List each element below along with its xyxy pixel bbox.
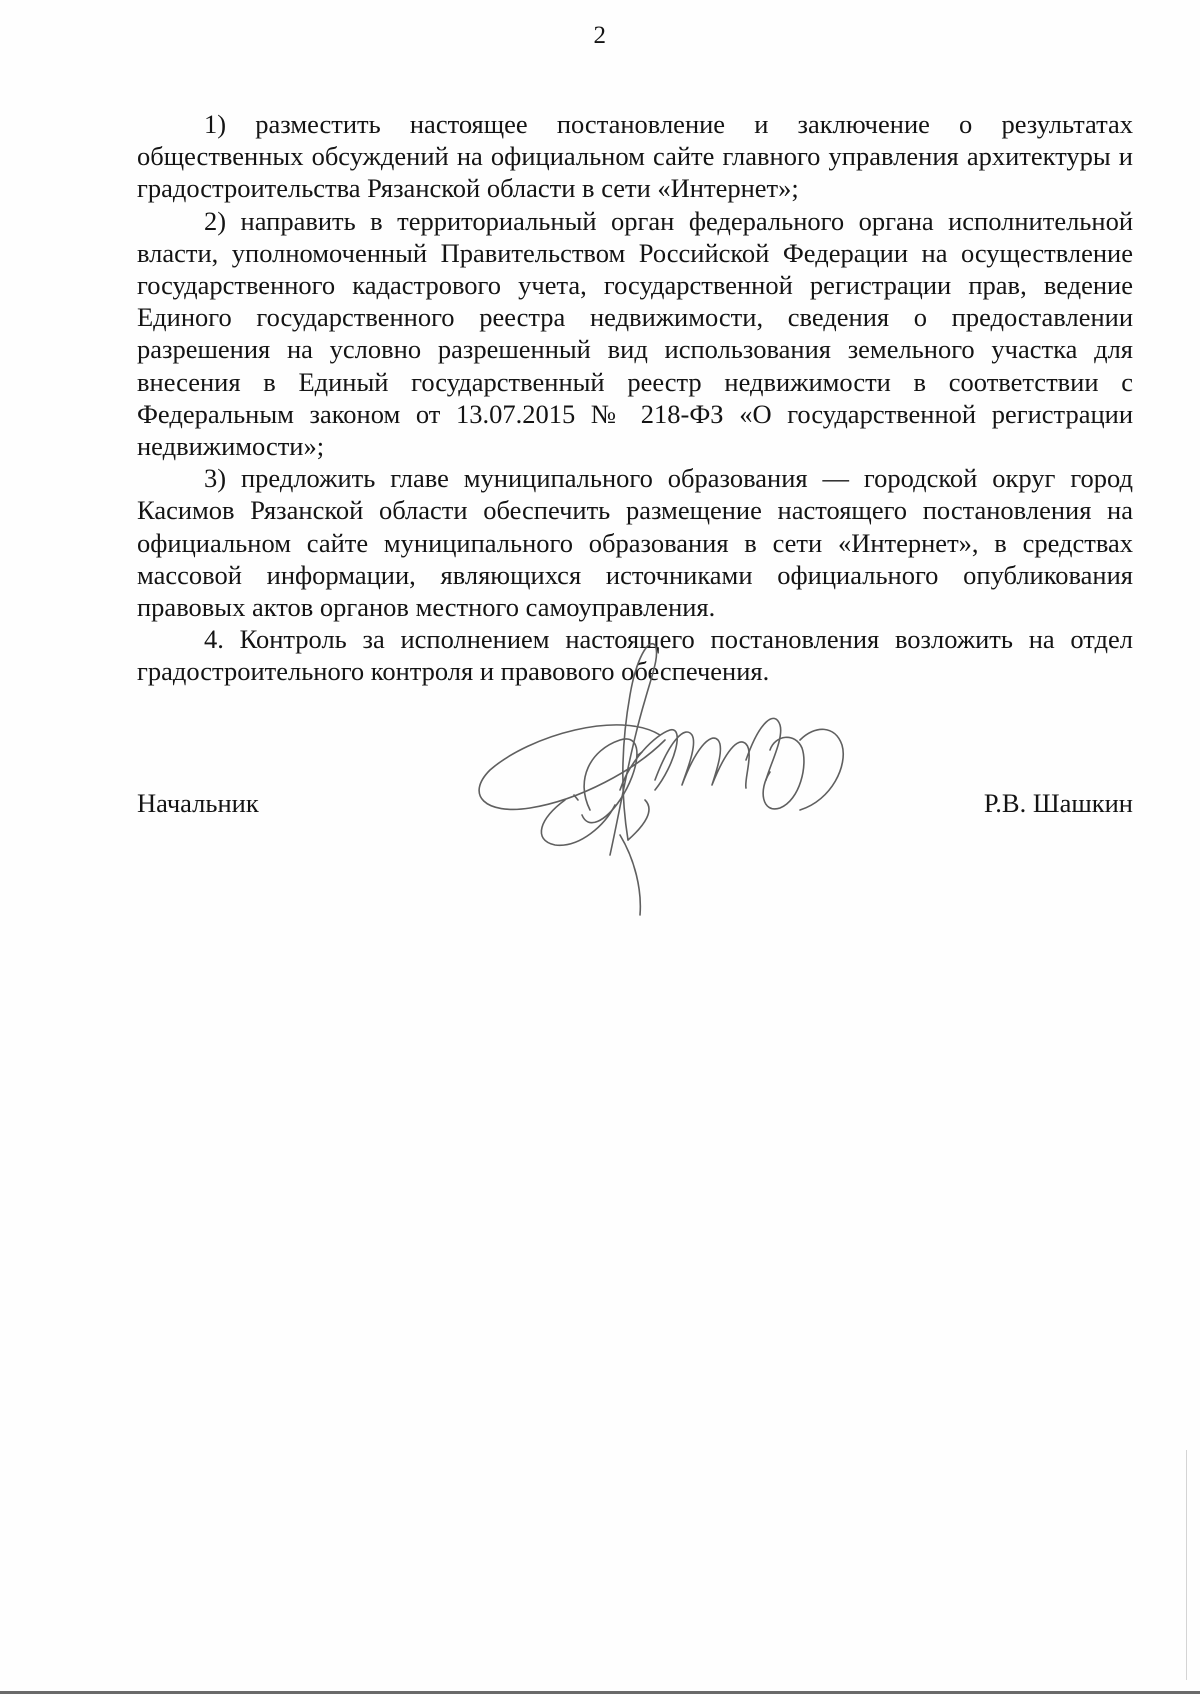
paragraph-item-1: 1) разместить настоящее постановление и заключение о результатах общественных обсуждений на официальном сайте главного управления архитектуры и градостроительства Рязанской области в сети «Интернет»; — [137, 109, 1133, 204]
handwritten-signature — [470, 640, 870, 920]
signature-row — [137, 788, 1133, 828]
scan-edge-line — [1186, 1450, 1187, 1680]
page-bottom-edge — [0, 1691, 1200, 1694]
signatory-name: Р.В. Шашкин — [983, 788, 1133, 818]
paragraph-item-2: 2) направить в территориальный орган федерального органа исполнительной власти, уполномоченный Правительством Российской Федерации на осуществление государственного кадастрового учета, государственной регистрации прав, ведение Единого государственного реестра недвижимости, сведения о предоставлении разрешения на условно разрешенный вид использования земельного участка для внесения в Единый государственный реестр недвижимости в соответствии с Федеральным законом от 13.07.2015 № 218-ФЗ «О государственной регистрации недвижимости»; — [137, 205, 1133, 462]
paragraph-item-3: 3) предложить главе муниципального образования — городской округ город Касимов Рязанской области обеспечить размещение настоящего постановления на официальном сайте муниципального образования в сети «Интернет», в средствах массовой информации, являющихся источниками официального опубликования правовых актов органов местного самоуправления. — [137, 463, 1133, 623]
signatory-position: Начальник — [137, 788, 259, 818]
document-body — [137, 108, 1133, 688]
page-number: 2 — [593, 22, 607, 49]
paragraph-control-clause: 4. Контроль за исполнением настоящего постановления возложить на отдел градостроительного контроля и правового обеспечения. — [137, 624, 1133, 687]
